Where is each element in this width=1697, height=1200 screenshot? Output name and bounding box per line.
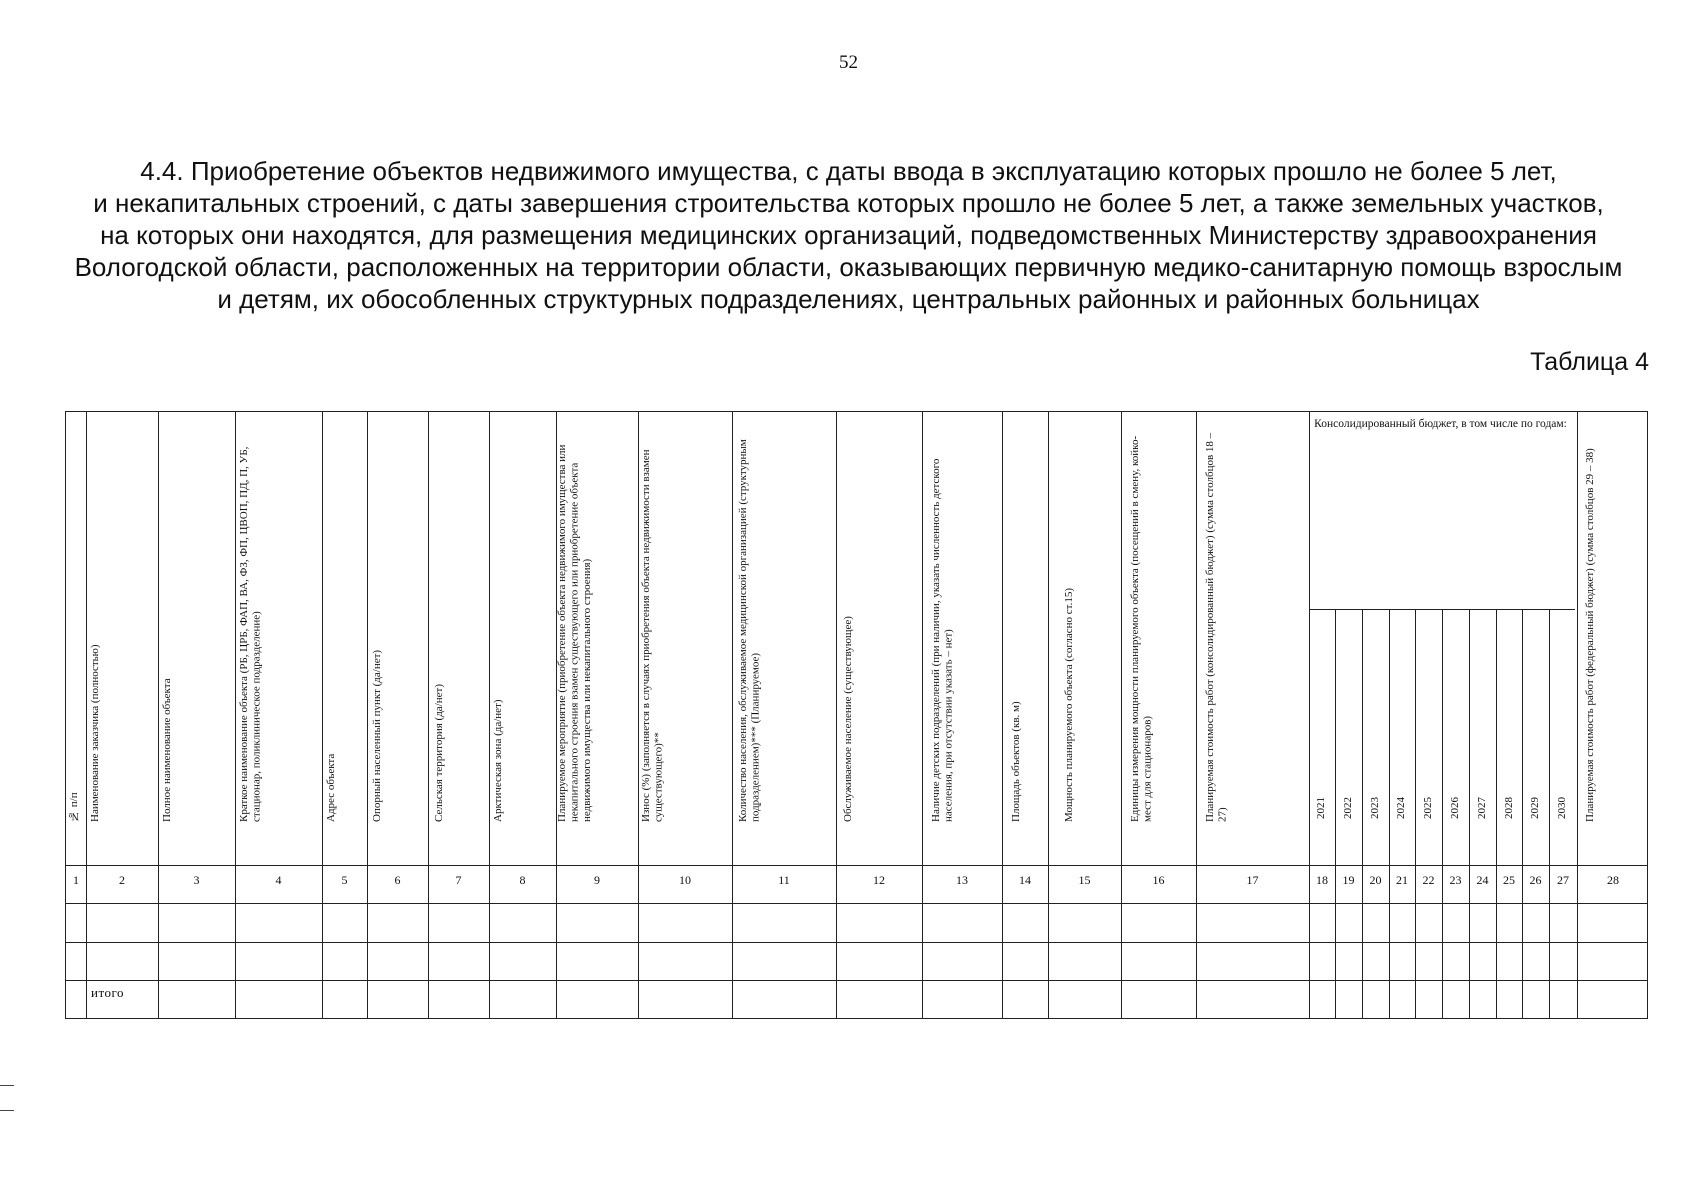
column-number: 23	[1449, 873, 1462, 887]
table-column-divider	[86, 412, 87, 1018]
table-column-divider	[1335, 609, 1336, 1018]
header-col-28: Планируемая стоимость работ (федеральный бюджет) (сумма столбцов 29 – 38)	[1584, 448, 1596, 822]
header-col-2: Наименование заказчика (полностью)	[89, 644, 101, 822]
table-column-divider	[1415, 609, 1416, 1018]
table-column-divider	[638, 412, 639, 1018]
column-number: 17	[1246, 873, 1259, 887]
table-column-divider	[1469, 609, 1470, 1018]
table-column-divider	[922, 412, 923, 1018]
column-number: 5	[341, 873, 348, 887]
document-title	[60, 155, 1637, 315]
header-col-7: Сельская территория (да/нет)	[433, 684, 445, 822]
year-2021: 2021	[1315, 797, 1327, 819]
column-number: 1	[73, 873, 79, 887]
header-col-9: Планируемое мероприятие (приобретение объекта недвижимого имущества или некапитального строения взамен существующего или приобретение объекта недвижимого имущества или некапитального строения)	[556, 444, 593, 822]
column-number: 27	[1557, 873, 1569, 887]
table-column-divider	[732, 412, 733, 1018]
column-number: 8	[519, 873, 526, 887]
table-column-divider	[235, 412, 236, 1018]
header-col-4: Краткое наименование объекта (РБ, ЦРБ, ФАП, ВА, ФЗ, ФП, ЦВОП, ПД, П, УБ, стационар, поликлиническое подразделение)	[238, 446, 263, 822]
table-column-divider	[1442, 609, 1443, 1018]
header-col-13: Наличие детских подразделений (при наличии, указать численность детского населения, при отсутствии указать – нет)	[930, 458, 955, 822]
column-number: 21	[1396, 873, 1408, 887]
year-2027: 2027	[1476, 797, 1488, 819]
table-row-divider	[66, 980, 1647, 981]
year-2029: 2029	[1529, 797, 1541, 819]
table-column-divider	[1002, 412, 1003, 1018]
header-col-5: Адрес объекта	[325, 753, 337, 822]
header-col-12: Обслуживаемое население (существующее)	[842, 616, 854, 822]
margin-mark	[0, 1085, 14, 1086]
column-number: 4	[275, 873, 282, 887]
column-number: 20	[1369, 873, 1382, 887]
table-label: Таблица 4	[1530, 348, 1649, 376]
table-row-divider	[66, 865, 1647, 866]
year-2028: 2028	[1503, 797, 1515, 819]
header-col-3: Полное наименование объекта	[161, 678, 173, 822]
column-number: 15	[1078, 873, 1091, 887]
table-column-divider	[1496, 609, 1497, 1018]
table-column-divider	[1549, 609, 1550, 1018]
margin-mark	[0, 1110, 14, 1111]
column-number: 26	[1529, 873, 1542, 887]
header-col-15: Мощность планируемого объекта (согласно ст.15)	[1063, 588, 1075, 822]
column-number: 14	[1019, 873, 1031, 887]
header-col-14: Площадь объектов (кв. м)	[1010, 701, 1022, 822]
header-col-16: Единицы измерения мощности планируемого объекта (посещений в смену, койко-мест для стационаров)	[1129, 435, 1154, 822]
column-number: 6	[394, 873, 401, 887]
table-row-divider	[66, 942, 1647, 943]
column-number: 9	[594, 873, 600, 887]
table-column-divider	[428, 412, 429, 1018]
header-col-6: Опорный населенный пункт (да/нет)	[371, 649, 383, 822]
column-number: 25	[1503, 873, 1515, 887]
table-row-divider	[66, 903, 1647, 904]
column-number: 13	[956, 873, 968, 887]
page-number: 52	[839, 52, 858, 73]
title-line: и некапитальных строений, с даты завершения строительства которых прошло не более 5 лет, а также земельных участков,	[93, 188, 1604, 218]
table-column-divider	[1121, 412, 1122, 1018]
column-number: 28	[1607, 873, 1619, 887]
column-number: 18	[1316, 873, 1328, 887]
column-number: 2	[119, 873, 125, 887]
total-row-label: итого	[91, 985, 124, 1000]
table-column-divider	[1577, 412, 1578, 1018]
header-col-11: Количество населения, обслуживаемое медицинской организацией (структурным подразделением)*** (Планируемое)	[737, 439, 762, 822]
title-line: и детям, их обособленных структурных подразделениях, центральных районных и районных больницах	[217, 284, 1480, 314]
year-2025: 2025	[1422, 797, 1434, 819]
consolidated-budget-header: Консолидированный бюджет, в том числе по годам:	[1314, 418, 1567, 430]
table-column-divider	[367, 412, 368, 1018]
column-number: 22	[1422, 873, 1435, 887]
year-2030: 2030	[1556, 797, 1568, 819]
year-2022: 2022	[1342, 797, 1354, 819]
column-number: 24	[1476, 873, 1489, 887]
header-col-8: Арктическая зона (да/нет)	[492, 699, 504, 822]
data-table	[65, 411, 1648, 1019]
column-number: 10	[679, 873, 691, 887]
title-line: на которых они находятся, для размещения медицинских организаций, подведомственных Министерству здравоохранения	[100, 220, 1597, 250]
title-line: 4.4. Приобретение объектов недвижимого имущества, с даты ввода в эксплуатацию которых прошло не более 5 лет,	[140, 156, 1557, 186]
title-line: Вологодской области, расположенных на территории области, оказывающих первичную медико-санитарную помощь взрослым	[74, 252, 1623, 282]
column-number: 12	[873, 873, 885, 887]
column-number: 7	[455, 873, 462, 887]
year-2023: 2023	[1369, 797, 1381, 819]
table-column-divider	[836, 412, 837, 1018]
table-column-divider	[158, 412, 159, 1018]
year-2024: 2024	[1395, 797, 1407, 819]
table-column-divider	[489, 412, 490, 1018]
year-2026: 2026	[1449, 797, 1461, 819]
table-column-divider	[322, 412, 323, 1018]
header-col-17: Планируемая стоимость работ (консолидированный бюджет) (сумма столбцов 18 – 27)	[1204, 432, 1229, 822]
table-column-divider	[1522, 609, 1523, 1018]
group-header-divider	[1309, 609, 1575, 610]
table-column-divider	[1196, 412, 1197, 1018]
column-number: 3	[193, 873, 200, 887]
column-number: 19	[1342, 873, 1355, 887]
table-column-divider	[1309, 412, 1310, 1018]
table-column-divider	[1389, 609, 1390, 1018]
header-col-10: Износ (%) (заполняется в случаях приобретения объекта недвижимости взамен существующего)**	[640, 449, 665, 822]
table-column-divider	[1362, 609, 1363, 1018]
column-number: 16	[1152, 873, 1165, 887]
header-col-1: № п/п	[68, 792, 80, 822]
table-column-divider	[556, 412, 557, 1018]
table-column-divider	[1048, 412, 1049, 1018]
column-number: 11	[778, 873, 790, 887]
